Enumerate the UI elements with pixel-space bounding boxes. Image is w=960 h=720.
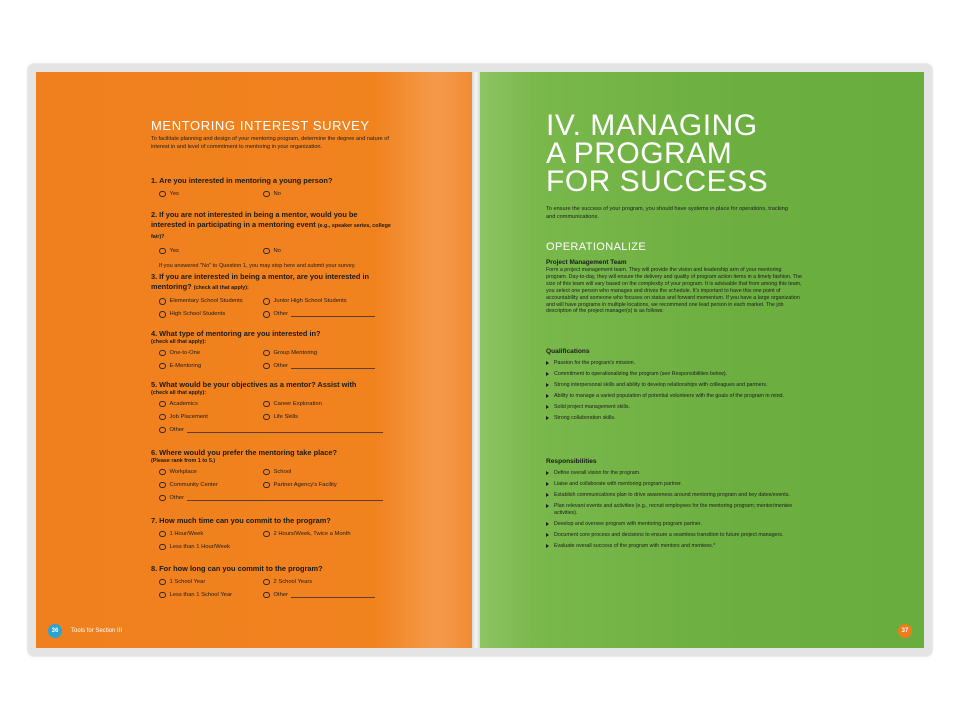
radio-icon[interactable] [263, 579, 270, 586]
stop-note: If you answered "No" to Question 1, you may stop here and submit your survey. [159, 262, 356, 269]
radio-icon[interactable] [159, 248, 166, 255]
responsibilities-title: Responsibilities [546, 458, 597, 465]
section-heading: IV. MANAGING A PROGRAM FOR SUCCESS [546, 109, 769, 198]
question-8 [151, 564, 391, 605]
question-title: 5. What would be your objectives as a mentor? Assist with [151, 380, 357, 389]
rank-icon[interactable] [159, 482, 166, 489]
list-item: Define overall vision for the program. [546, 470, 796, 477]
operationalize-title: OPERATIONALIZE [546, 241, 647, 253]
option-less-1-year[interactable]: Less than 1 School Year [159, 592, 232, 599]
rank-icon[interactable] [159, 469, 166, 476]
checkbox-icon[interactable] [263, 414, 270, 421]
qualifications-list [546, 360, 796, 426]
qualifications-title: Qualifications [546, 348, 590, 355]
list-item: Document core process and decisions to ensure a seamless transition to future project managers. [546, 532, 796, 539]
list-item: Evaluate overall success of the program with mentors and mentees.* [546, 543, 796, 550]
checkbox-icon[interactable] [159, 311, 166, 318]
option-group[interactable]: Group Mentoring [263, 350, 317, 357]
bullet-arrow-icon [546, 482, 549, 486]
footer-section-label: Tools for Section III [71, 628, 123, 634]
book-gutter [472, 72, 480, 648]
checkbox-icon[interactable] [159, 350, 166, 357]
list-item: Ability to manage a varied population of potential volunteers with the goals of the program in mind. [546, 393, 796, 400]
radio-icon[interactable] [159, 544, 166, 551]
option-e-mentoring[interactable]: E-Mentoring [159, 363, 201, 370]
list-item: Strong interpersonal skills and ability to develop relationships with colleagues and partners. [546, 382, 796, 389]
option-career[interactable]: Career Exploration [263, 401, 322, 408]
option-job-placement[interactable]: Job Placement [159, 414, 208, 421]
bullet-arrow-icon [546, 493, 549, 497]
rank-icon[interactable] [159, 495, 166, 502]
question-5: 5. What would be your objectives as a mentor? Assist with (check all that apply): Academics Career Exploration Job Placement Life Skills Other [151, 380, 391, 440]
checkbox-icon[interactable] [263, 350, 270, 357]
bullet-arrow-icon [546, 416, 549, 420]
question-title: 3. If you are interested in being a mentor, are you interested in mentoring? (check all that apply): [151, 272, 370, 291]
radio-icon[interactable] [159, 531, 166, 538]
question-4: 4. What type of mentoring are you interested in? (check all that apply): One-to-One Group Mentoring E-Mentoring Other [151, 329, 391, 376]
option-no[interactable]: No [263, 191, 281, 198]
left-page [36, 72, 472, 648]
list-item: Establish communications plan to drive awareness around mentoring program and key dates/events. [546, 492, 796, 499]
checkbox-icon[interactable] [263, 298, 270, 305]
option-community-center[interactable]: Community Center [159, 482, 218, 489]
right-footer [898, 624, 912, 638]
checkbox-icon[interactable] [263, 401, 270, 408]
bullet-arrow-icon [546, 522, 549, 526]
radio-icon[interactable] [263, 191, 270, 198]
option-high-school[interactable]: High School Students [159, 311, 225, 318]
option-yes[interactable]: Yes [159, 191, 179, 198]
radio-icon[interactable] [263, 531, 270, 538]
list-item: Strong collaboration skills. [546, 415, 796, 422]
question-title: 6. Where would you prefer the mentoring take place? [151, 448, 337, 457]
list-item: Commitment to operationalizing the program (see Responsibilities below). [546, 371, 796, 378]
other-line[interactable] [291, 592, 375, 598]
checkbox-icon[interactable] [159, 414, 166, 421]
list-item: Solid project management skills. [546, 404, 796, 411]
section-intro: To ensure the success of your program, you should have systems in place for operations, tracking and communications. [546, 206, 788, 220]
list-item: Develop and oversee program with mentoring program partner. [546, 521, 796, 528]
bullet-arrow-icon [546, 372, 549, 376]
other-line[interactable] [291, 311, 375, 317]
list-item: Passion for the program's mission. [546, 360, 796, 367]
question-title: 4. What type of mentoring are you interested in? [151, 329, 321, 338]
survey-intro: To facilitate planning and design of your mentoring program, determine the degree and nature of interest in and level of commitment to mentoring in your organization. [151, 136, 389, 150]
option-life-skills[interactable]: Life Skills [263, 414, 298, 421]
other-line[interactable] [187, 495, 383, 501]
option-partner-facility[interactable]: Partner Agency's Facility [263, 482, 337, 489]
option-no[interactable]: No [263, 248, 281, 255]
option-2-hours[interactable]: 2 Hours/Week, Twice a Month [263, 531, 351, 538]
option-elementary[interactable]: Elementary School Students [159, 298, 243, 305]
option-other[interactable]: Other [159, 495, 383, 502]
radio-icon[interactable] [159, 579, 166, 586]
checkbox-icon[interactable] [159, 363, 166, 370]
checkbox-icon[interactable] [159, 427, 166, 434]
radio-icon[interactable] [159, 191, 166, 198]
project-team-title: Project Management Team [546, 259, 627, 266]
option-1-hour[interactable]: 1 Hour/Week [159, 531, 203, 538]
rank-icon[interactable] [263, 469, 270, 476]
other-line[interactable] [187, 427, 383, 433]
option-school[interactable]: School [263, 469, 291, 476]
option-workplace[interactable]: Workplace [159, 469, 197, 476]
page-number-right: 37 [898, 624, 912, 638]
question-1 [151, 176, 391, 204]
question-2 [151, 210, 391, 269]
page-number-left: 36 [48, 624, 62, 638]
question-6: 6. Where would you prefer the mentoring take place? (Please rank from 1 to 5.) Workplace School Community Center Partner Agency's Facility Other [151, 448, 391, 508]
project-team-body: Form a project management team. They will provide the vision and leadership arm of your mentoring program. Day-to-day, they will ensure the delivery and quality of program action items in a timely fashion. The size of this team will vary based on the complexity of your program. It is advisable that from among this team, you select one person who manages and drives the schedule. It's important to have this one point of accountability and someone who focuses on status and forward momentum. If you have a large organization and will have programs in multiple locations, we recommend one lead person in each market. The job description of the project manager(s) is as follows: [546, 267, 802, 315]
rank-icon[interactable] [263, 482, 270, 489]
option-2-years[interactable]: 2 School Years [263, 579, 312, 586]
bullet-arrow-icon [546, 544, 549, 548]
radio-icon[interactable] [159, 592, 166, 599]
question-title: 2. If you are not interested in being a mentor, would you be interested in participating in a mentoring event (e.g., speaker series, college fair)? [151, 210, 391, 240]
option-less-1-hour[interactable]: Less than 1 Hour/Week [159, 544, 230, 551]
radio-icon[interactable] [263, 248, 270, 255]
list-item: Plan relevant events and activities (e.g., recruit employees for the mentoring program; mentor/mentee activities). [546, 503, 796, 516]
bullet-arrow-icon [546, 361, 549, 365]
survey-title: MENTORING INTEREST SURVEY [151, 118, 370, 133]
bullet-arrow-icon [546, 394, 549, 398]
option-yes[interactable]: Yes [159, 248, 179, 255]
right-page [480, 72, 924, 648]
question-title: 8. For how long can you commit to the program? [151, 564, 323, 573]
bullet-arrow-icon [546, 471, 549, 475]
bullet-arrow-icon [546, 533, 549, 537]
question-title: 7. How much time can you commit to the program? [151, 516, 331, 525]
book-spread [28, 64, 932, 656]
responsibilities-list [546, 470, 796, 553]
option-other[interactable]: Other [263, 592, 375, 599]
bullet-arrow-icon [546, 405, 549, 409]
option-academics[interactable]: Academics [159, 401, 198, 408]
bullet-arrow-icon [546, 383, 549, 387]
left-footer [48, 624, 122, 638]
question-3 [151, 272, 391, 324]
question-title: 1. Are you interested in mentoring a young person? [151, 176, 333, 185]
option-1-year[interactable]: 1 School Year [159, 579, 205, 586]
radio-icon[interactable] [263, 592, 270, 599]
option-one-to-one[interactable]: One-to-One [159, 350, 200, 357]
list-item: Liaise and collaborate with mentoring program partner. [546, 481, 796, 488]
checkbox-icon[interactable] [159, 401, 166, 408]
question-7 [151, 516, 391, 557]
bullet-arrow-icon [546, 504, 549, 508]
checkbox-icon[interactable] [159, 298, 166, 305]
option-other[interactable]: Other [263, 311, 375, 318]
option-other[interactable]: Other [159, 427, 383, 434]
checkbox-icon[interactable] [263, 311, 270, 318]
checkbox-icon[interactable] [263, 363, 270, 370]
option-other[interactable]: Other [263, 363, 375, 370]
other-line[interactable] [291, 363, 375, 369]
option-junior-high[interactable]: Junior High School Students [263, 298, 347, 305]
